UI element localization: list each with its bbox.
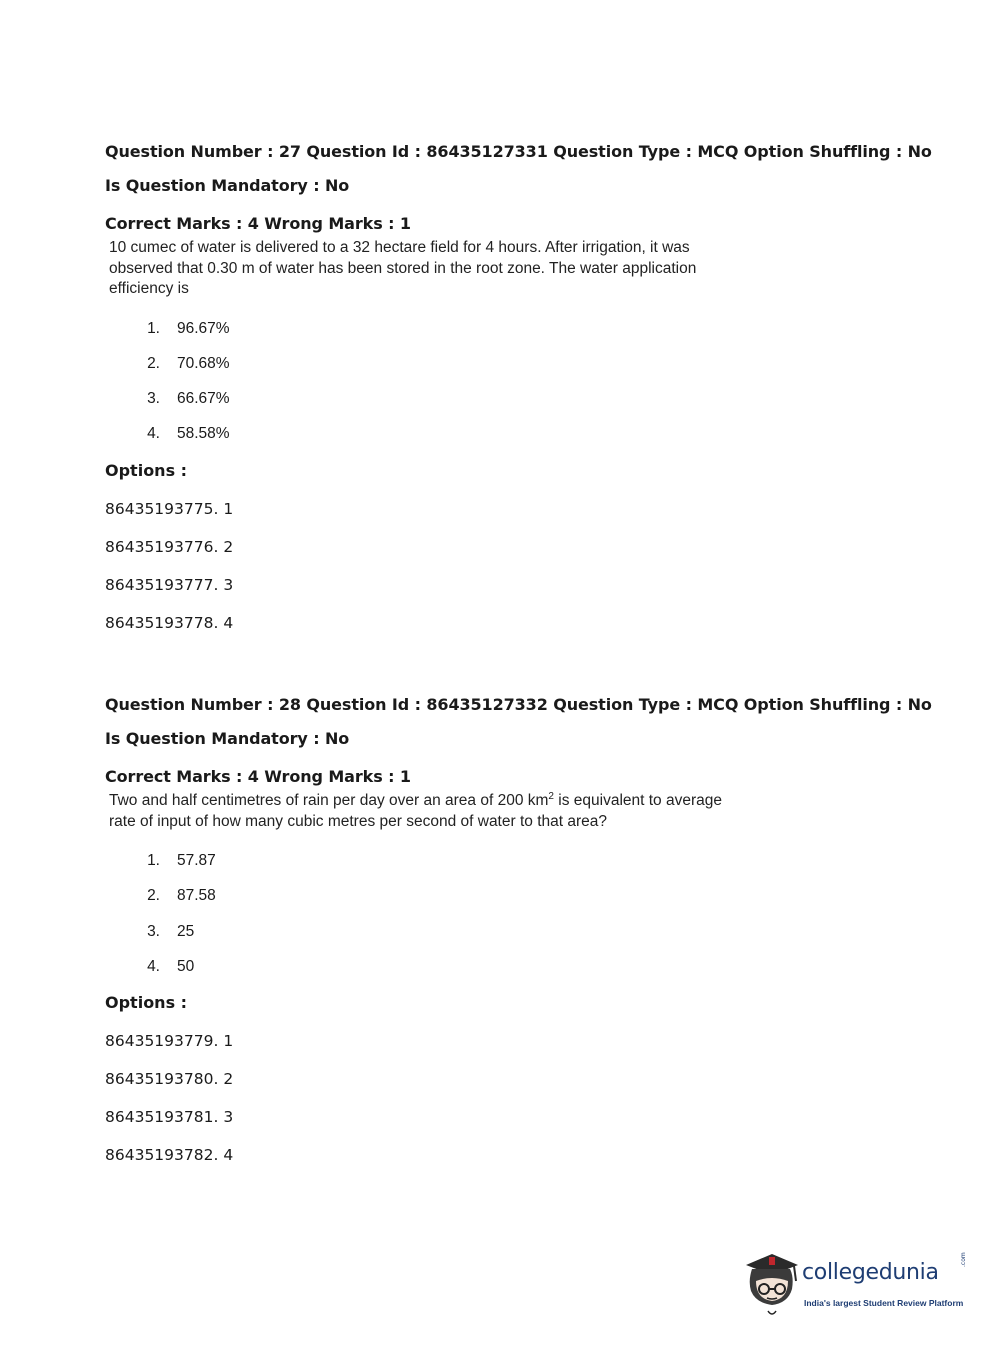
options-title: Options : (105, 993, 188, 1013)
options-title: Options : (105, 460, 188, 480)
option-id: 86435193776. 2 (105, 537, 234, 556)
option-id: 86435193781. 3 (105, 1108, 234, 1127)
answer-choice: 1. 57.87 (147, 852, 216, 869)
question-header: Question Number : 28 Question Id : 86435127332 Question Type : MCQ Option Shuffling : No (105, 695, 932, 714)
answer-choice: 2. 70.68% (147, 354, 230, 372)
collegedunia-logo (742, 1251, 972, 1321)
answer-choice: 3. 25 (147, 922, 195, 940)
question-stem: Two and half centimetres of rain per day over an area of 200 $km^2$ is equivalent to average rate of input of how many cubic metres per second of water to that area? (109, 791, 722, 830)
answer-choice: 1. 96.67% (147, 319, 230, 337)
question-stem: 10 cumec of water is delivered to a 32 hectare field for 4 hours. After irrigation, it was observed that 0.30 m of water has been stored in the root zone. The water application efficiency is (109, 239, 697, 297)
option-id: 86435193782. 4 (105, 1146, 234, 1165)
options-list (105, 1030, 965, 1166)
option-id: 86435193777. 3 (105, 575, 234, 594)
mandatory-line: Is Question Mandatory : No (105, 729, 350, 748)
question-28 (105, 694, 965, 1166)
student-mascot-icon (742, 1251, 802, 1319)
option-id: 86435193778. 4 (105, 613, 234, 632)
answer-choices (105, 311, 965, 452)
question-header: Question Number : 27 Question Id : 86435127331 Question Type : MCQ Option Shuffling : No (105, 142, 932, 161)
logo-wordmark: collegedunia (802, 1260, 939, 1285)
mandatory-line: Is Question Mandatory : No (105, 176, 350, 195)
answer-choice: 4. 58.58% (147, 425, 230, 443)
options-list (105, 498, 965, 634)
marks-line: Correct Marks : 4 Wrong Marks : 1 (105, 214, 411, 233)
option-id: 86435193779. 1 (105, 1032, 234, 1051)
option-id: 86435193775. 1 (105, 499, 234, 518)
answer-choices (105, 843, 965, 984)
question-27 (105, 141, 965, 634)
logo-suffix: .com (960, 1252, 967, 1267)
answer-choice: 2. 87.58 (147, 887, 216, 905)
logo-tagline: India's largest Student Review Platform (804, 1298, 964, 1308)
option-id: 86435193780. 2 (105, 1070, 234, 1089)
answer-choice: 4. 50 (147, 957, 195, 975)
answer-choice: 3. 66.67% (147, 390, 230, 408)
marks-line: Correct Marks : 4 Wrong Marks : 1 (105, 767, 411, 786)
